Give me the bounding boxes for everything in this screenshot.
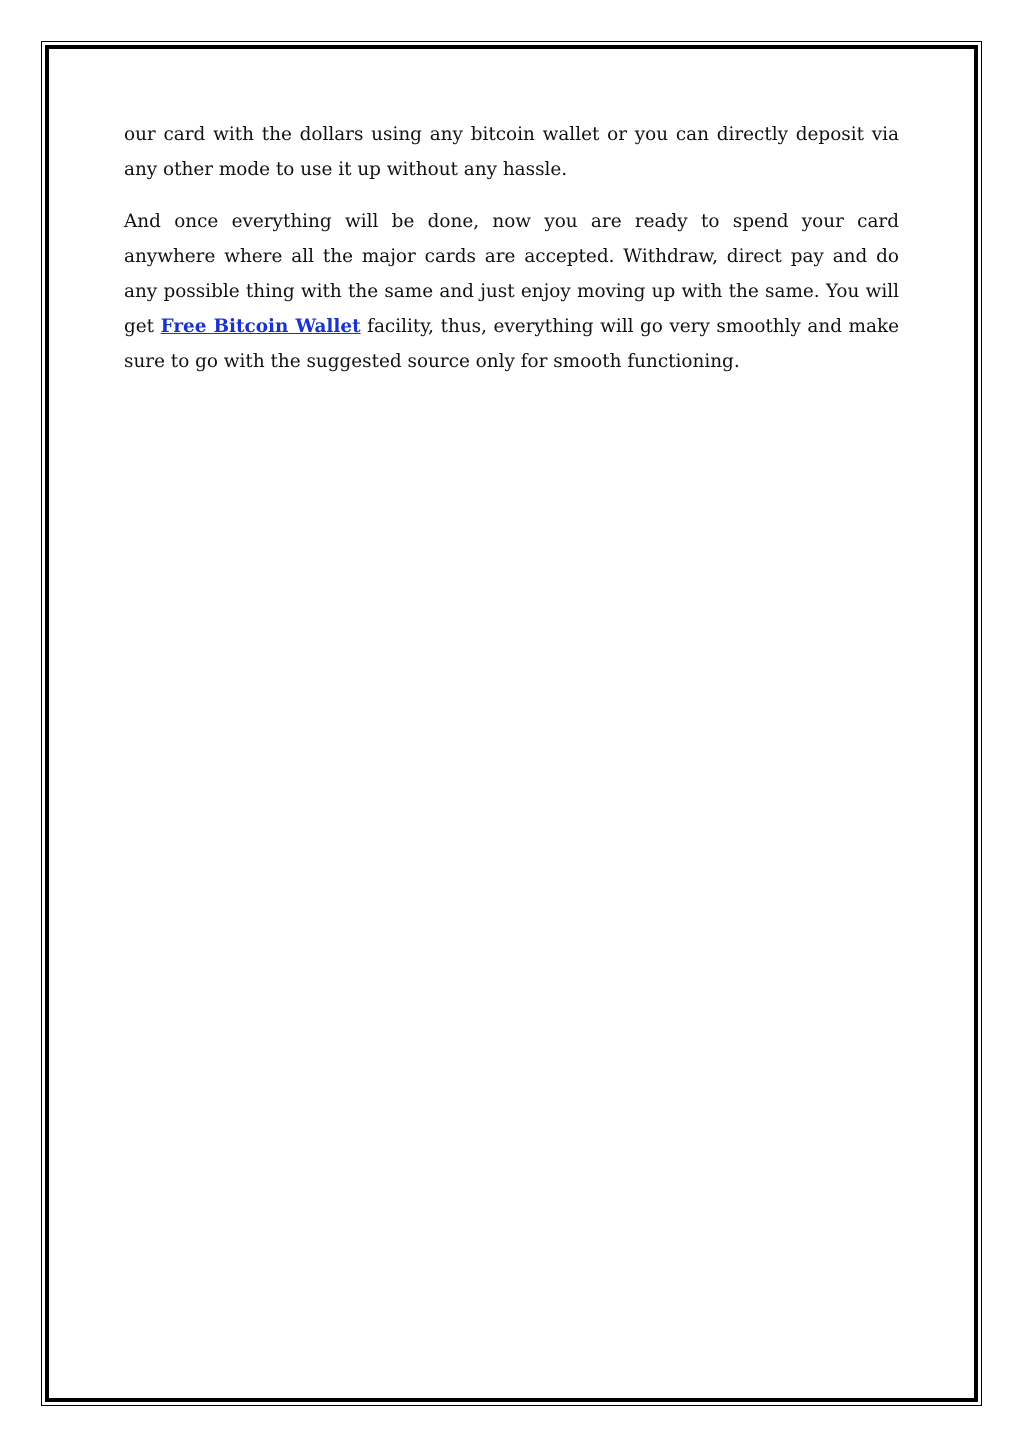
paragraph-2-text-before: And once everything will be done, now you are ready to spend your card anywhere where all the major cards are accepted. Withdraw, direct pay and do any possible thing with the same and just enjoy moving up with the same. You will get — [124, 211, 899, 337]
document-body — [124, 117, 899, 396]
free-bitcoin-wallet-link[interactable]: Free Bitcoin Wallet — [160, 316, 361, 337]
paragraph-2-text-after: facility, thus, everything will go very smoothly and make sure to go with the suggested source only for smooth functioning. — [124, 316, 899, 372]
paragraph-1 — [124, 117, 899, 187]
paragraph-1-text: our card with the dollars using any bitcoin wallet or you can directly deposit via any other mode to use it up without any hassle. — [124, 124, 899, 180]
paragraph-2 — [124, 204, 899, 379]
